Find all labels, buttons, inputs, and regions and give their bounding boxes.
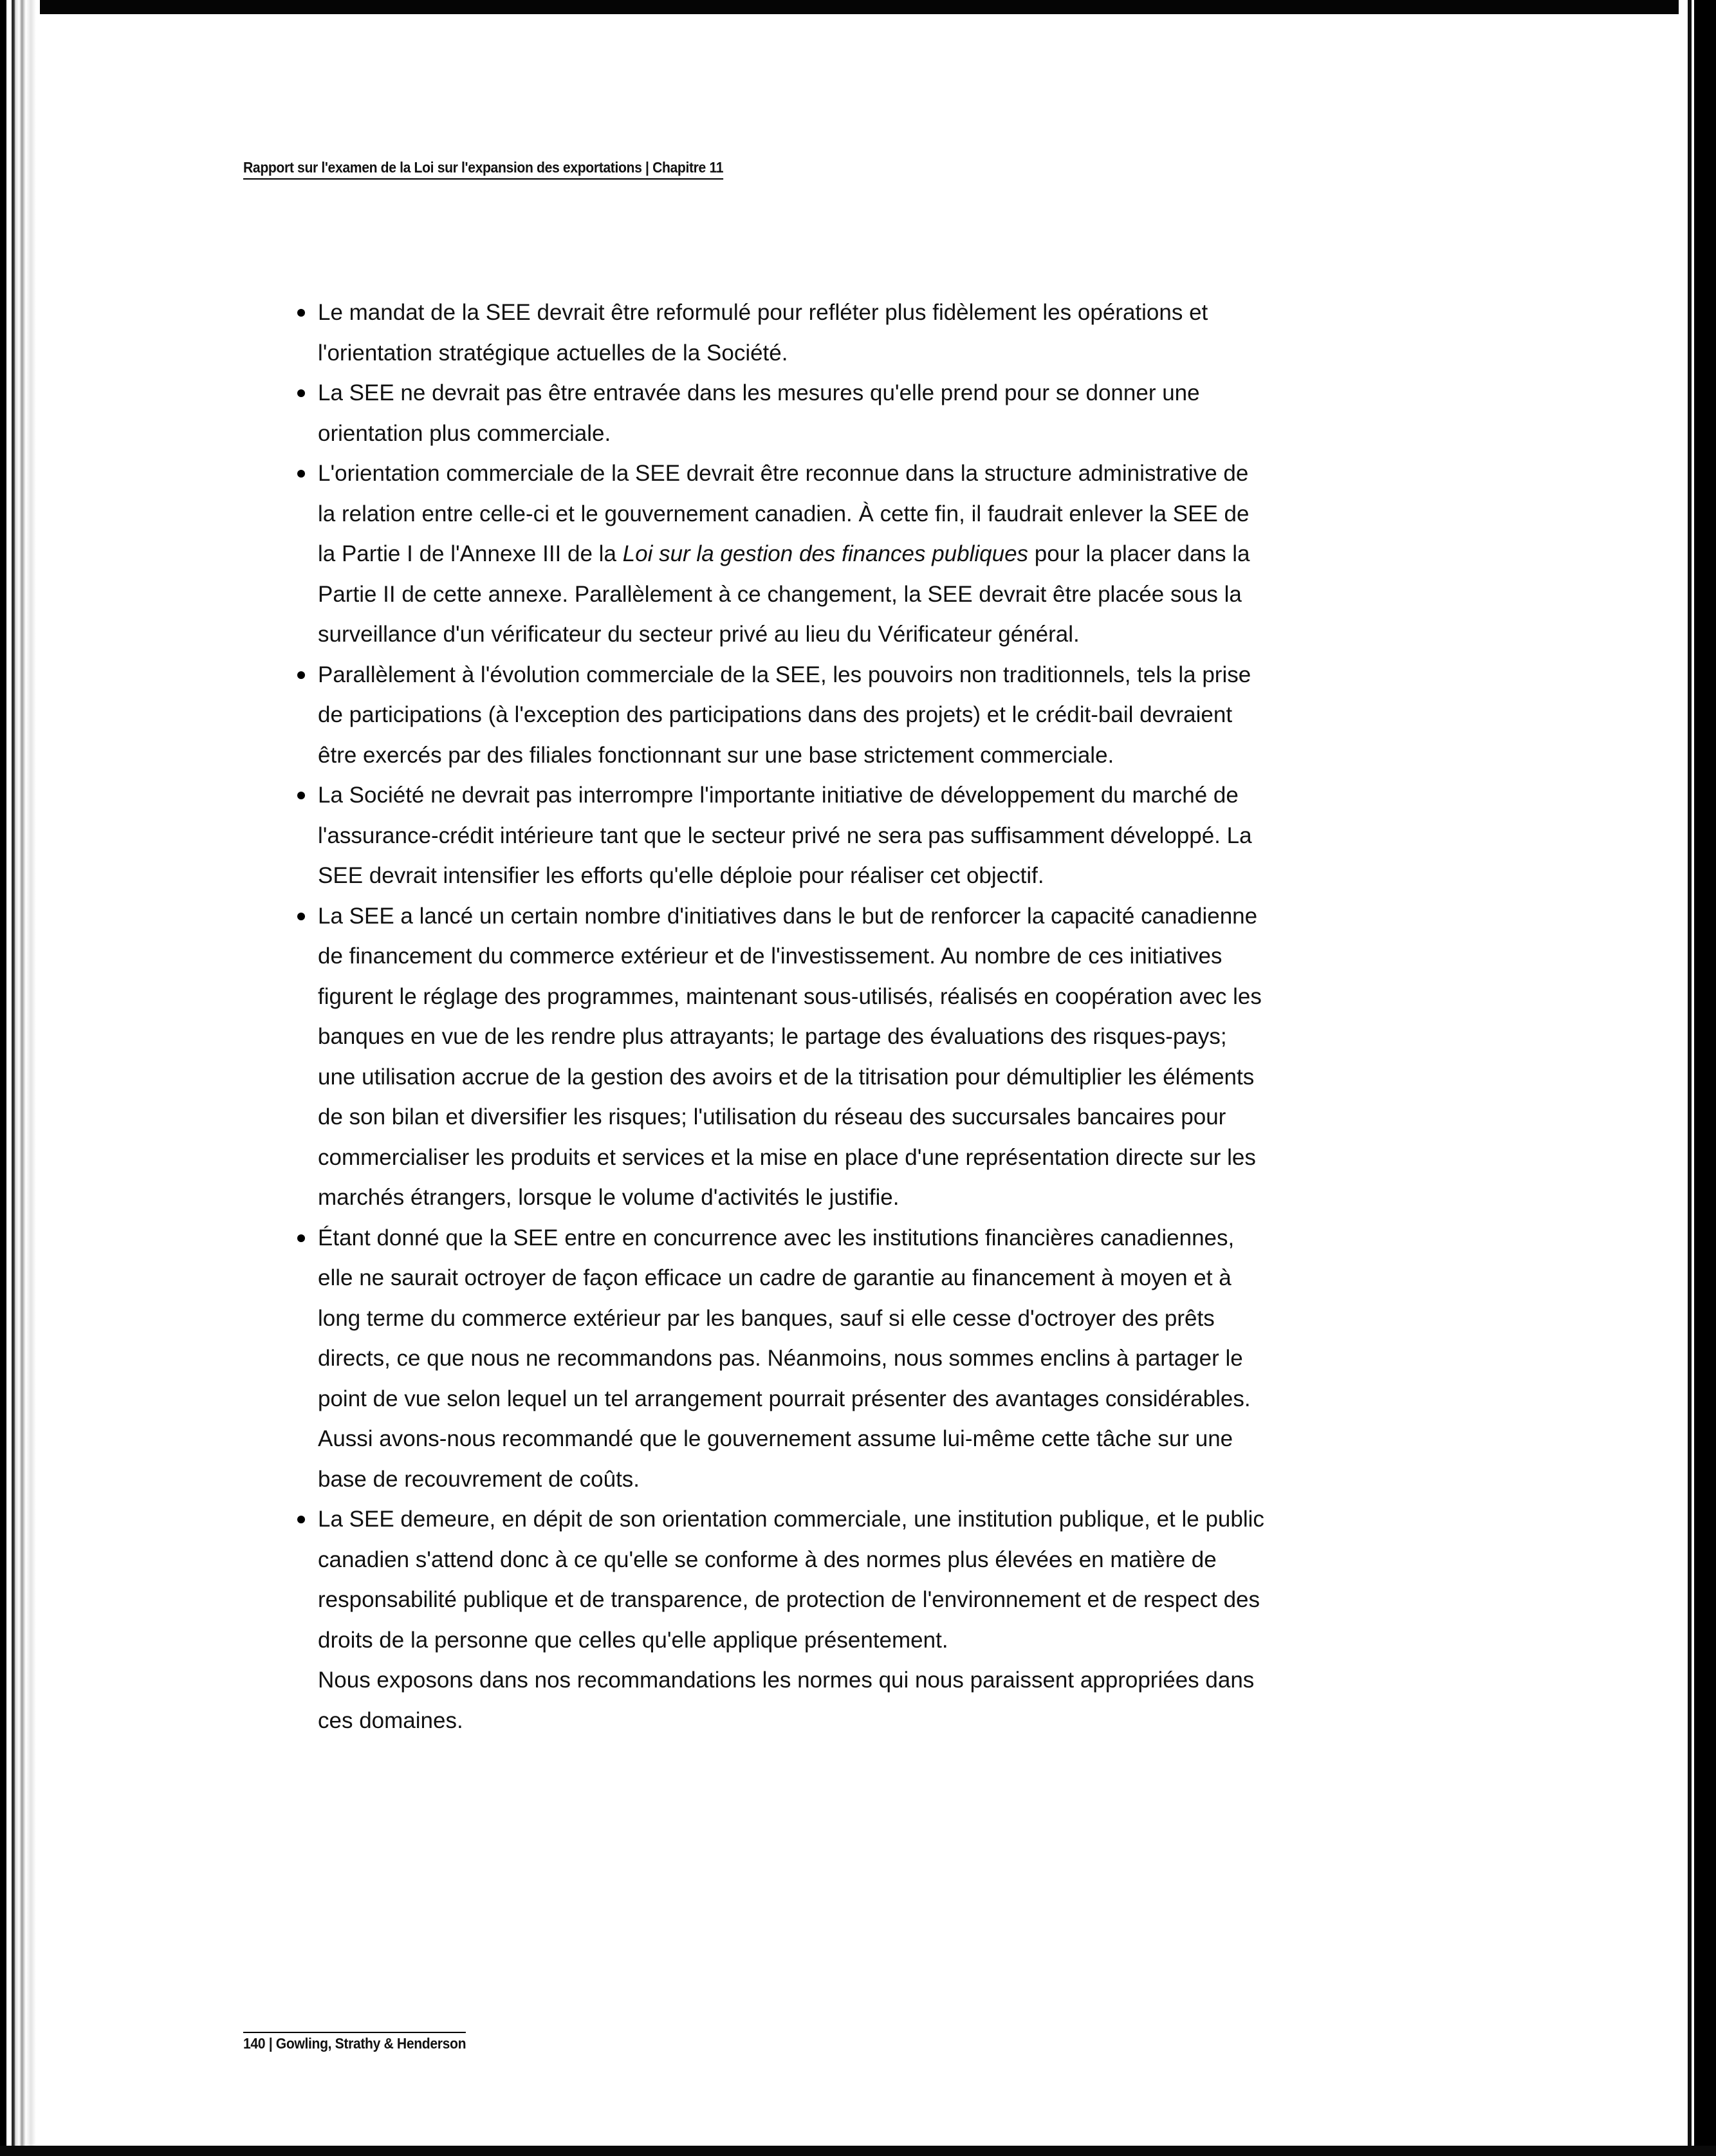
main-content xyxy=(297,293,1269,1741)
list-item: L'orientation commerciale de la SEE devrait être reconnue dans la structure administrative de la relation entre celle-ci et le gouvernement canadien. À cette fin, il faudrait enlever la SEE de la Partie I de l'Annexe III de la Loi sur la gestion des finances publiques pour la placer dans la Partie II de cette annexe. Parallèlement à ce changement, la SEE devrait être placée sous la surveillance d'un vérificateur du secteur privé au lieu du Vérificateur général. xyxy=(297,454,1269,655)
list-item: La SEE ne devrait pas être entravée dans les mesures qu'elle prend pour se donner une orientation plus commerciale. xyxy=(297,373,1269,454)
recommendation-list xyxy=(297,293,1269,1741)
italic-law-title: Loi sur la gestion des finances publiques xyxy=(622,541,1029,566)
list-item: La SEE a lancé un certain nombre d'initiatives dans le but de renforcer la capacité canadienne de financement du commerce extérieur et de l'investissement. Au nombre de ces initiatives figurent le réglage des programmes, maintenant sous-utilisés, réalisés en coopération avec les banques en vue de les rendre plus attrayants; le partage des évaluations des risques-pays; une utilisation accrue de la gestion des avoirs et de la titrisation pour démultiplier les éléments de son bilan et diversifier les risques; l'utilisation du réseau des succursales bancaires pour commercialiser les produits et services et la mise en place d'une représentation directe sur les marchés étrangers, lorsque le volume d'activités le justifie. xyxy=(297,897,1269,1218)
running-header: Rapport sur l'examen de la Loi sur l'expansion des exportations | Chapitre 11 xyxy=(243,159,723,180)
list-item: La SEE demeure, en dépit de son orientation commerciale, une institution publique, et le public canadien s'attend donc à ce qu'elle se conforme à des normes plus élevées en matière de responsabilité publique et de transparence, de protection de l'environnement et de respect des droits de la personne que celles qu'elle applique présentement. Nous exposons dans nos recommandations les normes qui nous paraissent appropriées dans ces domaines. xyxy=(297,1500,1269,1741)
list-item: Étant donné que la SEE entre en concurrence avec les institutions financières canadiennes, elle ne saurait octroyer de façon efficace un cadre de garantie au financement à moyen et à long terme du commerce extérieur par les banques, sauf si elle cesse d'octroyer des prêts directs, ce que nous ne recommandons pas. Néanmoins, nous sommes enclins à partager le point de vue selon lequel un tel arrangement pourrait présenter des avantages considérables. Aussi avons-nous recommandé que le gouvernement assume lui-même cette tâche sur une base de recouvrement de coûts. xyxy=(297,1218,1269,1500)
list-item-continuation: Nous exposons dans nos recommandations les normes qui nous paraissent appropriées dans ces domaines. xyxy=(318,1668,1255,1733)
scan-edge-right xyxy=(1679,0,1716,2156)
scan-edge-top xyxy=(0,0,1716,14)
list-item: Parallèlement à l'évolution commerciale de la SEE, les pouvoirs non traditionnels, tels la prise de participations (à l'exception des participations dans des projets) et le crédit-bail devraient être exercés par des filiales fonctionnant sur une base strictement commerciale. xyxy=(297,655,1269,776)
list-item: Le mandat de la SEE devrait être reformulé pour refléter plus fidèlement les opérations et l'orientation stratégique actuelles de la Société. xyxy=(297,293,1269,373)
list-item: La Société ne devrait pas interrompre l'importante initiative de développement du marché de l'assurance-crédit intérieure tant que le secteur privé ne sera pas suffisamment développé. La SEE devrait intensifier les efforts qu'elle déploie pour réaliser cet objectif. xyxy=(297,776,1269,897)
running-footer: 140 | Gowling, Strathy & Henderson xyxy=(243,2032,466,2052)
scan-edge-bottom xyxy=(0,2146,1716,2156)
scan-edge-left xyxy=(0,0,40,2156)
